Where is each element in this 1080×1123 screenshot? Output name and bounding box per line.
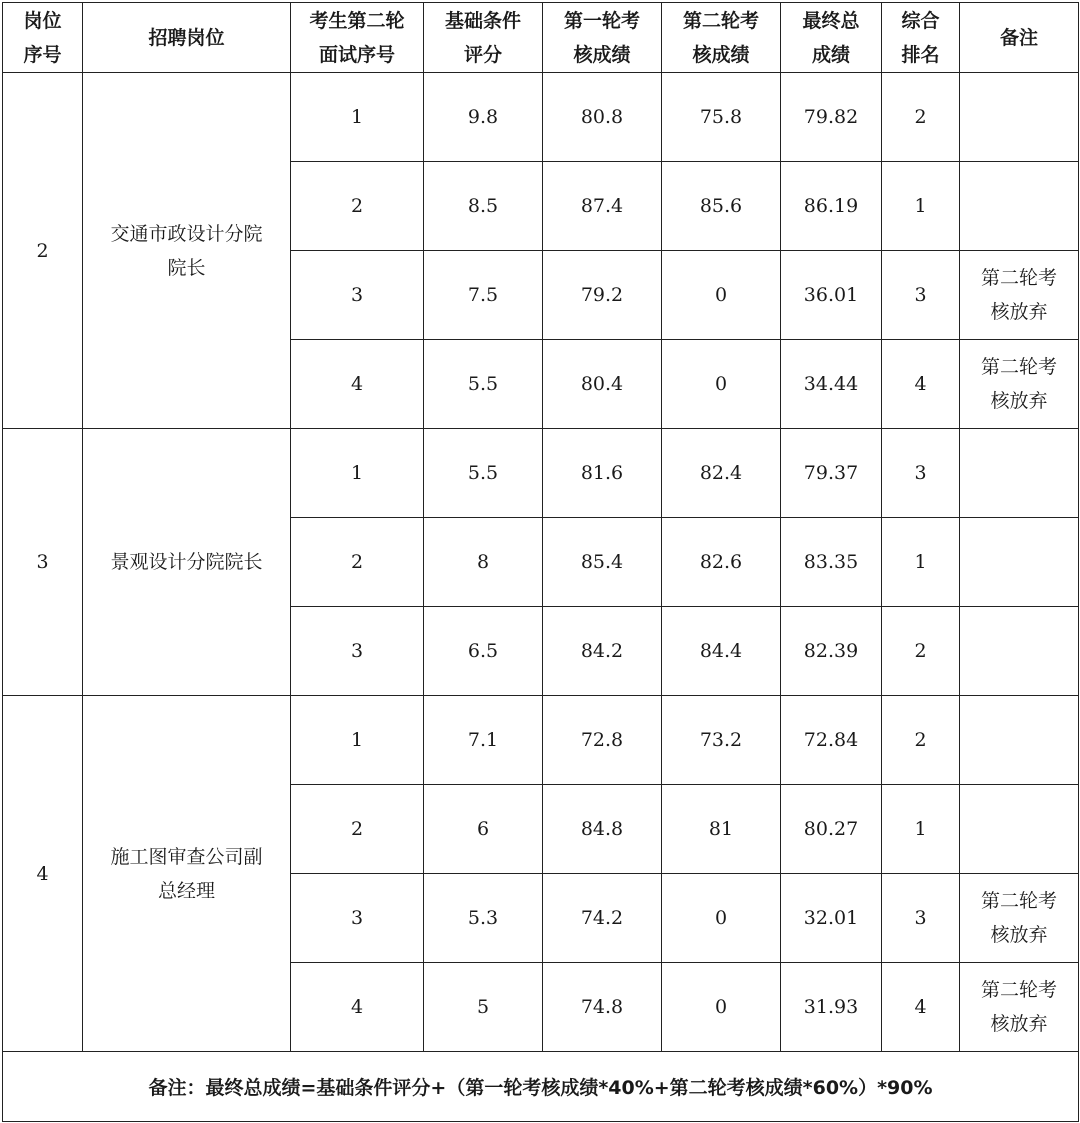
round2-score-cell: 0 bbox=[662, 340, 781, 429]
round2-score-cell: 84.4 bbox=[662, 607, 781, 696]
rank-cell: 2 bbox=[882, 73, 960, 162]
note-text: 第二轮考 核放弃 bbox=[980, 890, 1057, 946]
interview-no-cell: 3 bbox=[291, 607, 424, 696]
round2-score-cell: 73.2 bbox=[662, 696, 781, 785]
round2-score-cell: 85.6 bbox=[662, 162, 781, 251]
footnote-text: 备注：最终总成绩=基础条件评分+（第一轮考核成绩*40%+第二轮考核成绩*60%）*90% bbox=[3, 1052, 1079, 1122]
basic-score-cell: 6 bbox=[424, 785, 543, 874]
position-name-cell bbox=[83, 696, 291, 1052]
position-name-text: 景观设计分院院长 bbox=[110, 551, 263, 573]
header-total-score: 最终总 成绩 bbox=[781, 3, 882, 73]
round2-score-cell: 82.6 bbox=[662, 518, 781, 607]
total-score-cell: 86.19 bbox=[781, 162, 882, 251]
header-interview-no: 考生第二轮 面试序号 bbox=[291, 3, 424, 73]
position-name-cell bbox=[83, 429, 291, 696]
interview-no-cell: 4 bbox=[291, 963, 424, 1052]
total-score-cell: 31.93 bbox=[781, 963, 882, 1052]
position-id-cell: 4 bbox=[3, 696, 83, 1052]
basic-score-cell: 5 bbox=[424, 963, 543, 1052]
note-cell bbox=[960, 696, 1079, 785]
round1-score-cell: 80.8 bbox=[543, 73, 662, 162]
round1-score-cell: 87.4 bbox=[543, 162, 662, 251]
round2-score-cell: 81 bbox=[662, 785, 781, 874]
header-position-id: 岗位 序号 bbox=[3, 3, 83, 73]
rank-cell: 2 bbox=[882, 607, 960, 696]
table-row bbox=[3, 73, 1079, 162]
note-text: 第二轮考 核放弃 bbox=[980, 267, 1057, 323]
round1-score-cell: 79.2 bbox=[543, 251, 662, 340]
total-score-cell: 79.82 bbox=[781, 73, 882, 162]
note-text: 第二轮考 核放弃 bbox=[980, 979, 1057, 1035]
round2-score-cell: 0 bbox=[662, 251, 781, 340]
round2-score-cell: 0 bbox=[662, 874, 781, 963]
note-cell bbox=[960, 73, 1079, 162]
round1-score-cell: 80.4 bbox=[543, 340, 662, 429]
interview-no-cell: 2 bbox=[291, 162, 424, 251]
basic-score-cell: 7.5 bbox=[424, 251, 543, 340]
round2-score-cell: 0 bbox=[662, 963, 781, 1052]
header-round2-score: 第二轮考 核成绩 bbox=[662, 3, 781, 73]
interview-no-cell: 1 bbox=[291, 429, 424, 518]
rank-cell: 3 bbox=[882, 874, 960, 963]
total-score-cell: 32.01 bbox=[781, 874, 882, 963]
score-table bbox=[2, 2, 1079, 1122]
round1-score-cell: 84.2 bbox=[543, 607, 662, 696]
basic-score-cell: 5.5 bbox=[424, 340, 543, 429]
table-row bbox=[3, 429, 1079, 518]
rank-cell: 3 bbox=[882, 251, 960, 340]
total-score-cell: 36.01 bbox=[781, 251, 882, 340]
round2-score-cell: 82.4 bbox=[662, 429, 781, 518]
interview-no-cell: 3 bbox=[291, 874, 424, 963]
note-cell bbox=[960, 518, 1079, 607]
header-basic-score: 基础条件 评分 bbox=[424, 3, 543, 73]
header-row bbox=[3, 3, 1079, 73]
total-score-cell: 82.39 bbox=[781, 607, 882, 696]
header-position-name: 招聘岗位 bbox=[83, 3, 291, 73]
rank-cell: 1 bbox=[882, 785, 960, 874]
total-score-cell: 79.37 bbox=[781, 429, 882, 518]
basic-score-cell: 9.8 bbox=[424, 73, 543, 162]
position-name-cell bbox=[83, 73, 291, 429]
interview-no-cell: 2 bbox=[291, 785, 424, 874]
note-cell bbox=[960, 874, 1079, 963]
note-cell bbox=[960, 607, 1079, 696]
note-cell bbox=[960, 429, 1079, 518]
basic-score-cell: 5.5 bbox=[424, 429, 543, 518]
header-round1-score: 第一轮考 核成绩 bbox=[543, 3, 662, 73]
position-id-cell: 3 bbox=[3, 429, 83, 696]
interview-no-cell: 4 bbox=[291, 340, 424, 429]
rank-cell: 1 bbox=[882, 162, 960, 251]
total-score-cell: 72.84 bbox=[781, 696, 882, 785]
interview-no-cell: 1 bbox=[291, 696, 424, 785]
note-cell bbox=[960, 963, 1079, 1052]
position-id-cell: 2 bbox=[3, 73, 83, 429]
basic-score-cell: 7.1 bbox=[424, 696, 543, 785]
interview-no-cell: 1 bbox=[291, 73, 424, 162]
rank-cell: 2 bbox=[882, 696, 960, 785]
position-name-text: 施工图审查公司副 总经理 bbox=[110, 845, 263, 902]
note-text: 第二轮考 核放弃 bbox=[980, 356, 1057, 412]
note-cell bbox=[960, 162, 1079, 251]
round1-score-cell: 81.6 bbox=[543, 429, 662, 518]
round1-score-cell: 72.8 bbox=[543, 696, 662, 785]
basic-score-cell: 8.5 bbox=[424, 162, 543, 251]
header-rank: 综合 排名 bbox=[882, 3, 960, 73]
basic-score-cell: 5.3 bbox=[424, 874, 543, 963]
header-note: 备注 bbox=[960, 3, 1079, 73]
basic-score-cell: 6.5 bbox=[424, 607, 543, 696]
rank-cell: 4 bbox=[882, 340, 960, 429]
total-score-cell: 83.35 bbox=[781, 518, 882, 607]
rank-cell: 1 bbox=[882, 518, 960, 607]
note-cell bbox=[960, 785, 1079, 874]
round2-score-cell: 75.8 bbox=[662, 73, 781, 162]
total-score-cell: 34.44 bbox=[781, 340, 882, 429]
round1-score-cell: 74.8 bbox=[543, 963, 662, 1052]
table-row bbox=[3, 696, 1079, 785]
note-cell bbox=[960, 340, 1079, 429]
note-cell bbox=[960, 251, 1079, 340]
round1-score-cell: 85.4 bbox=[543, 518, 662, 607]
basic-score-cell: 8 bbox=[424, 518, 543, 607]
rank-cell: 3 bbox=[882, 429, 960, 518]
round1-score-cell: 74.2 bbox=[543, 874, 662, 963]
total-score-cell: 80.27 bbox=[781, 785, 882, 874]
rank-cell: 4 bbox=[882, 963, 960, 1052]
footnote-row bbox=[3, 1052, 1079, 1122]
interview-no-cell: 2 bbox=[291, 518, 424, 607]
interview-no-cell: 3 bbox=[291, 251, 424, 340]
position-name-text: 交通市政设计分院 院长 bbox=[110, 222, 263, 279]
round1-score-cell: 84.8 bbox=[543, 785, 662, 874]
